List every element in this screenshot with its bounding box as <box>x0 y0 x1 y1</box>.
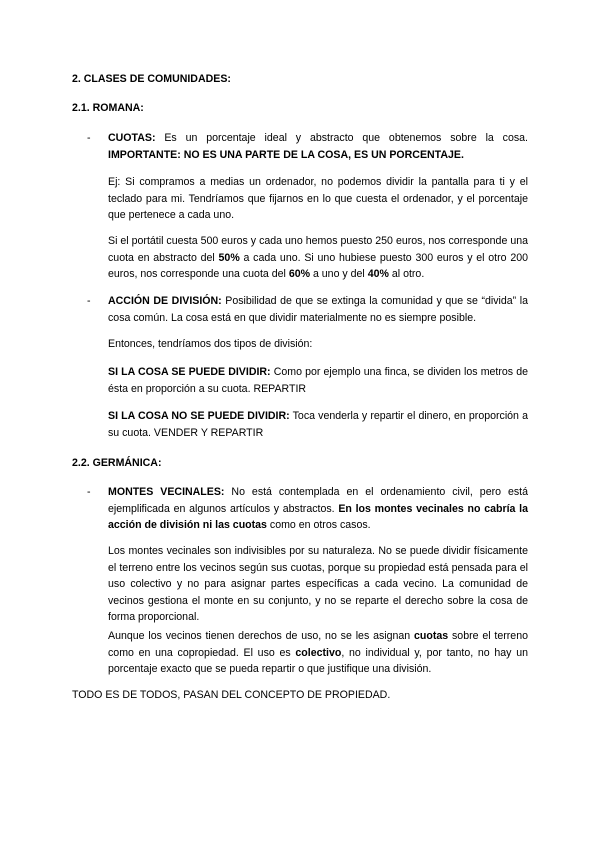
percent-50: 50% <box>218 251 240 264</box>
montes-indivisible-paragraph: Los montes vecinales son indivisibles por su naturaleza. No se puede dividir físicamente el terreno entre los vecinos según sus cuotas, porque su propiedad está pensada para el uso colectivo y no para asignar partes específicas a cada vecino. La comunidad de vecinos gestiona el monte en su conjunto, y no se reparte el derecho sobre la cosa de forma proporcional. <box>108 545 528 624</box>
cuotas-bold: cuotas <box>414 630 449 642</box>
divisible-label: SI LA COSA SE PUEDE DIVIDIR: <box>108 366 271 378</box>
laptop-text-2: a cada uno. Si uno hubiese puesto 300 euros y el otro 200 euros, nos corresponde una cuota del <box>108 251 528 281</box>
divisible-text: Como por ejemplo una finca, se dividen los metros de ésta en proporción a su cuota. REPARTIR <box>108 366 528 395</box>
list-item-montes <box>87 484 529 534</box>
montes-paragraph <box>108 484 528 534</box>
divisible-paragraph <box>108 364 528 397</box>
montes-text-end: como en otros casos. <box>266 519 371 532</box>
percent-40: 40% <box>367 268 389 281</box>
indivisible-paragraph <box>108 408 528 441</box>
uso-text-3: , no individual y, por tanto, no hay un porcentaje exacto que se pueda repartir o que justifique una división. <box>108 646 528 676</box>
montes-text: No está contemplada en el ordenamiento civil, pero está ejemplificada en algunos artículos y abstractos. <box>108 486 529 515</box>
division-text: Posibilidad de que se extinga la comunidad y que se “divida” la cosa común. La cosa está en que dividir materialmente no es siempre posible. <box>108 295 529 324</box>
indivisible-text: Toca venderla y repartir el dinero, en proporción a su cuota. VENDER Y REPARTIR <box>108 410 528 439</box>
percent-60: 60% <box>288 268 311 281</box>
list-item-division <box>87 293 529 326</box>
cuotas-paragraph <box>108 130 528 163</box>
indivisible-label: SI LA COSA NO SE PUEDE DIVIDIR: <box>108 410 290 422</box>
laptop-text-1: Si el portátil cuesta 500 euros y cada uno hemos puesto 250 euros, nos corresponde una cuota en abstracto del <box>108 235 528 264</box>
montes-uso-paragraph <box>108 628 528 678</box>
section-heading: 2. CLASES DE COMUNIDADES: <box>72 73 231 85</box>
bullet-dash: - <box>87 132 91 144</box>
list-item-cuotas <box>87 130 528 163</box>
important-note: IMPORTANTE: NO ES UNA PARTE DE LA COSA, ES UN PORCENTAJE. <box>108 148 464 161</box>
uso-text-1: Aunque los vecinos tienen derechos de uso, no se les asignan <box>108 630 415 642</box>
subsection-heading-germanica: 2.2. GERMÁNICA: <box>72 457 162 469</box>
bullet-dash: - <box>87 295 91 307</box>
laptop-text-4: al otro. <box>388 268 425 281</box>
subsection-heading-romana: 2.1. ROMANA: <box>72 102 144 114</box>
example-paragraph: Ej: Si compramos a medias un ordenador, no podemos dividir la pantalla para ti y el teclado para mi. Tendríamos que fijarnos en lo que cuesta el ordenador, y el porcentaje que pertenece a cada uno. <box>108 176 528 222</box>
montes-bold: En los montes vecinales no cabría la acción de división ni las cuotas <box>108 502 528 532</box>
colectivo-bold: colectivo <box>295 646 342 659</box>
bullet-dash: - <box>87 486 91 498</box>
laptop-text-3: a uno y del <box>310 268 368 281</box>
division-paragraph <box>108 293 528 326</box>
division-types-intro: Entonces, tendríamos dos tipos de división: <box>108 338 313 350</box>
closing-statement: TODO ES DE TODOS, PASAN DEL CONCEPTO DE PROPIEDAD. <box>72 689 391 701</box>
cuotas-label: CUOTAS: <box>108 132 156 144</box>
laptop-example-paragraph <box>108 233 528 283</box>
uso-text-2: sobre el terreno como en una copropiedad. El uso es <box>108 630 528 659</box>
montes-label: MONTES VECINALES: <box>108 486 225 498</box>
cuotas-text: Es un porcentaje ideal y abstracto que obtenemos sobre la cosa. <box>155 132 528 144</box>
division-label: ACCIÓN DE DIVISIÓN: <box>108 295 222 307</box>
